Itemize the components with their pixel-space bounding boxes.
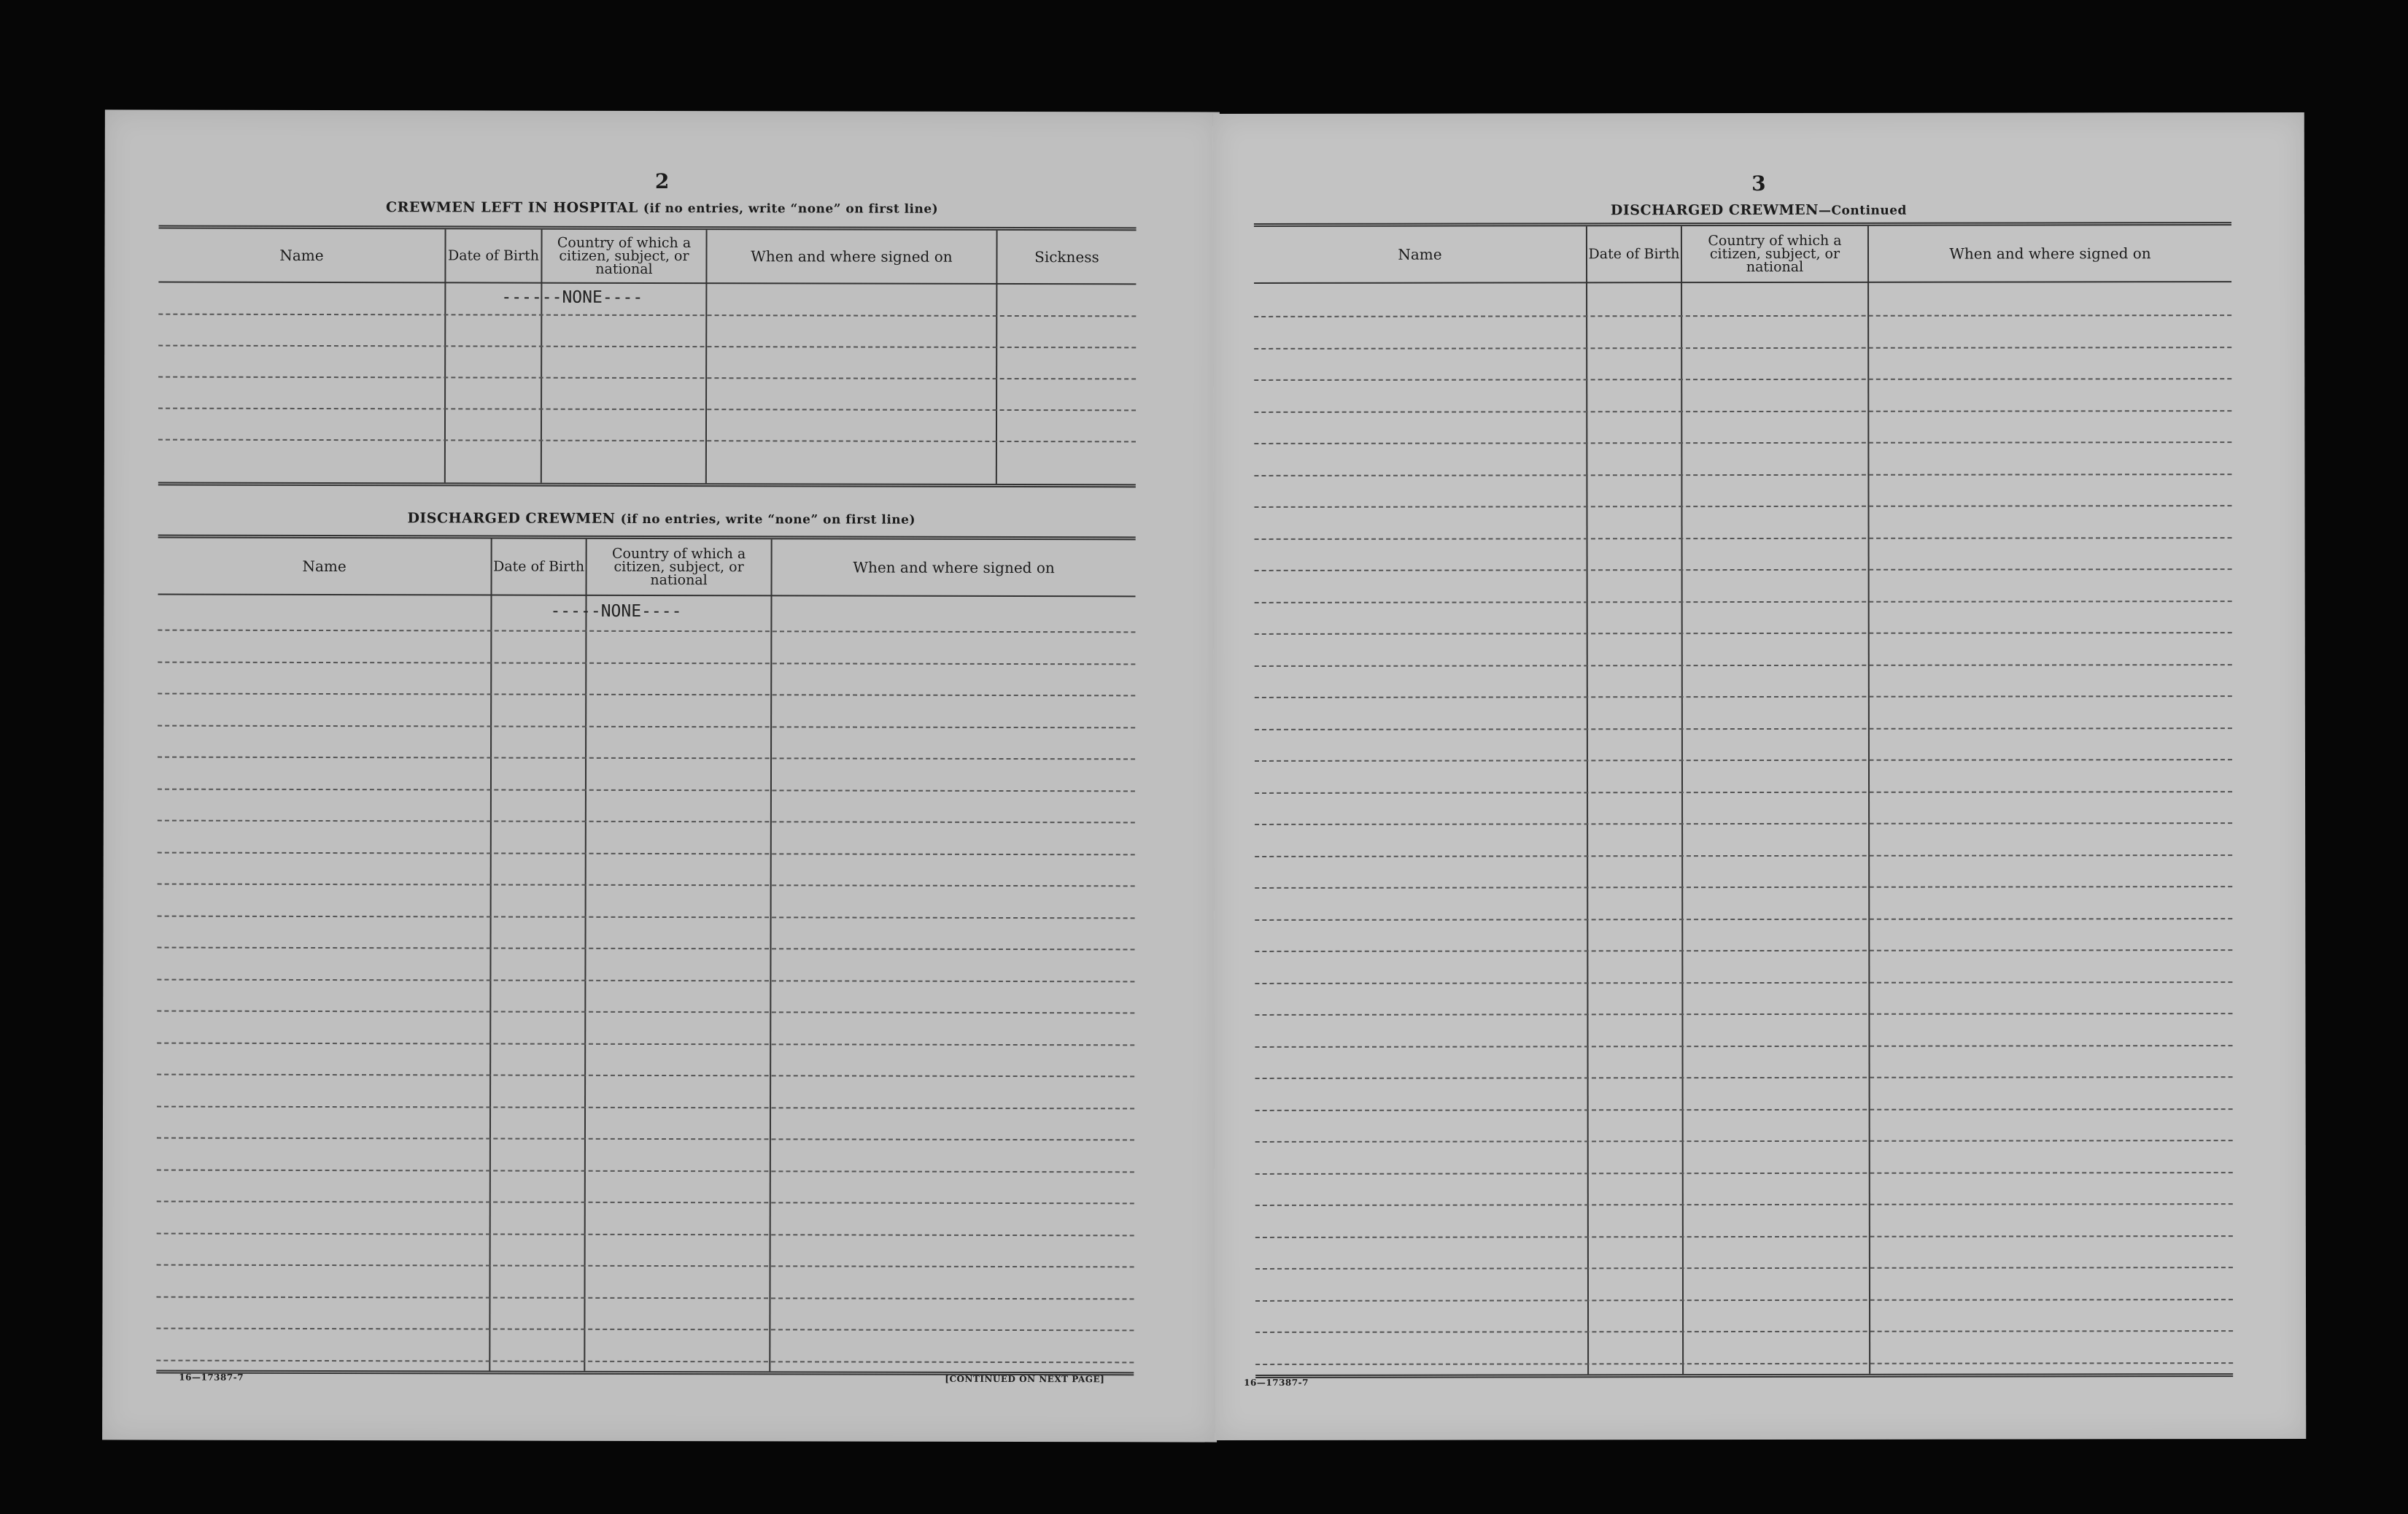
table-row-line (158, 661, 1135, 665)
table-row-line (1255, 854, 2232, 857)
table-row-line (1254, 441, 2231, 444)
hospital-note: (if no entries, write “none” on first line) (643, 201, 939, 217)
column-divider (1586, 226, 1589, 1374)
table-row-line (1254, 474, 2231, 476)
table-row-line (1255, 1203, 2233, 1206)
table-row-line (158, 408, 1136, 412)
discharged-table-header (158, 538, 1136, 598)
table-row-line (1254, 505, 2231, 508)
table-row-line (1255, 1045, 2233, 1048)
table-row-line (158, 884, 1135, 887)
discharged-section-title (104, 509, 1219, 528)
column-divider (1867, 226, 1870, 1374)
column-divider (769, 539, 772, 1371)
column-header-signed-on: When and where signed on (853, 558, 1055, 576)
table-row-line (157, 1169, 1134, 1173)
table-row-line (1254, 378, 2231, 381)
table-row-line (157, 1264, 1134, 1268)
table-row-line (1255, 695, 2232, 698)
table-row-line (158, 915, 1135, 919)
column-divider (705, 230, 708, 483)
column-divider (584, 539, 586, 1371)
table-row-line (1255, 1267, 2233, 1270)
table-row-line (158, 788, 1135, 792)
table-row-line (1255, 886, 2232, 889)
discharged-title: DISCHARGED CREWMEN (1610, 201, 1819, 219)
table-row-line (1255, 1172, 2233, 1175)
right-page (1213, 112, 2307, 1440)
none-entry: -----NONE---- (550, 601, 682, 622)
table-row-line (1255, 1013, 2232, 1016)
table-row-line (157, 1296, 1134, 1299)
table-row-line (1254, 410, 2231, 413)
table-row-line (1255, 1235, 2233, 1238)
table-row-line (1255, 759, 2232, 762)
column-header-signed-on: When and where signed on (1949, 244, 2151, 263)
discharged-continued-title (1213, 201, 2304, 219)
table-row-line (1255, 537, 2232, 540)
continued-suffix: —Continued (1818, 203, 1907, 218)
table-row-line (1255, 568, 2232, 571)
table-row-line (1255, 1330, 2233, 1333)
table-row-line (1255, 981, 2232, 984)
continued-note: [CONTINUED ON NEXT PAGE] (945, 1373, 1105, 1385)
discharged-note: (if no entries, write “none” on first line) (620, 511, 916, 528)
form-number: 16—17387-7 (179, 1372, 244, 1383)
left-page (102, 109, 1220, 1442)
table-row-line (157, 1138, 1134, 1141)
table-row-line (158, 376, 1136, 380)
page-number: 3 (1751, 171, 1766, 196)
table-row-line (1255, 1076, 2233, 1079)
column-divider (1681, 226, 1684, 1374)
table-row-line (156, 1328, 1134, 1332)
column-header-country: Country of which a citizen, subject, or national (557, 234, 692, 277)
column-divider (996, 231, 998, 484)
hospital-title: CREWMEN LEFT IN HOSPITAL (385, 199, 638, 216)
table-row-line (158, 757, 1135, 760)
hospital-table-header (158, 229, 1136, 285)
table-row-line (157, 1042, 1134, 1046)
form-number: 16—17387-7 (1244, 1377, 1309, 1388)
column-header-name: Name (279, 246, 324, 264)
table-row-line (157, 1201, 1134, 1205)
table-row-line (1255, 1140, 2233, 1143)
table-row-line (158, 947, 1135, 951)
discharged-continued-table (1254, 222, 2233, 1378)
table-row-line (156, 1359, 1134, 1363)
table-row-line (1255, 1299, 2233, 1302)
column-header-signed-on: When and where signed on (751, 247, 953, 266)
table-row-line (157, 1105, 1134, 1109)
table-row-line (157, 1011, 1134, 1014)
table-row-line (1255, 727, 2232, 730)
discharged-table (156, 535, 1135, 1376)
hospital-section-title (105, 198, 1220, 217)
discharged-title: DISCHARGED CREWMEN (407, 510, 616, 527)
table-row-line (1254, 347, 2231, 349)
hospital-table (158, 225, 1137, 488)
none-entry: ------NONE---- (501, 287, 643, 307)
table-row-line (1255, 600, 2232, 603)
discharged-continued-header (1254, 225, 2231, 284)
column-divider (541, 230, 543, 483)
column-divider (444, 229, 446, 482)
table-row-line (158, 314, 1136, 317)
column-header-date-of-birth: Date of Birth (447, 247, 540, 264)
column-header-date-of-birth: Date of Birth (493, 558, 585, 575)
table-row-line (158, 693, 1135, 697)
table-row-line (1255, 949, 2232, 952)
table-row-line (1255, 1362, 2233, 1365)
table-row-line (158, 725, 1135, 728)
table-row-line (1254, 314, 2231, 317)
table-row-line (1255, 822, 2232, 825)
table-row-line (157, 978, 1134, 982)
table-row-line (1255, 791, 2232, 794)
table-row-line (1255, 918, 2232, 921)
page-number: 2 (654, 169, 670, 194)
column-header-sickness: Sickness (1034, 247, 1099, 266)
table-row-line (158, 345, 1136, 349)
table-row-line (157, 1232, 1134, 1236)
table-row-line (158, 439, 1136, 443)
table-row-line (1255, 632, 2232, 635)
column-header-date-of-birth: Date of Birth (1588, 246, 1680, 263)
table-row-line (158, 820, 1135, 824)
table-row-line (1255, 1108, 2233, 1111)
table-row-line (157, 1074, 1134, 1078)
column-header-name: Name (1398, 245, 1442, 263)
table-row-line (1255, 664, 2232, 667)
column-header-country: Country of which a citizen, subject, or national (1708, 232, 1842, 276)
column-divider (489, 539, 492, 1371)
table-row-line (158, 630, 1135, 633)
column-header-name: Name (302, 557, 347, 575)
column-header-country: Country of which a citizen, subject, or national (611, 545, 746, 589)
table-row-line (158, 851, 1135, 855)
